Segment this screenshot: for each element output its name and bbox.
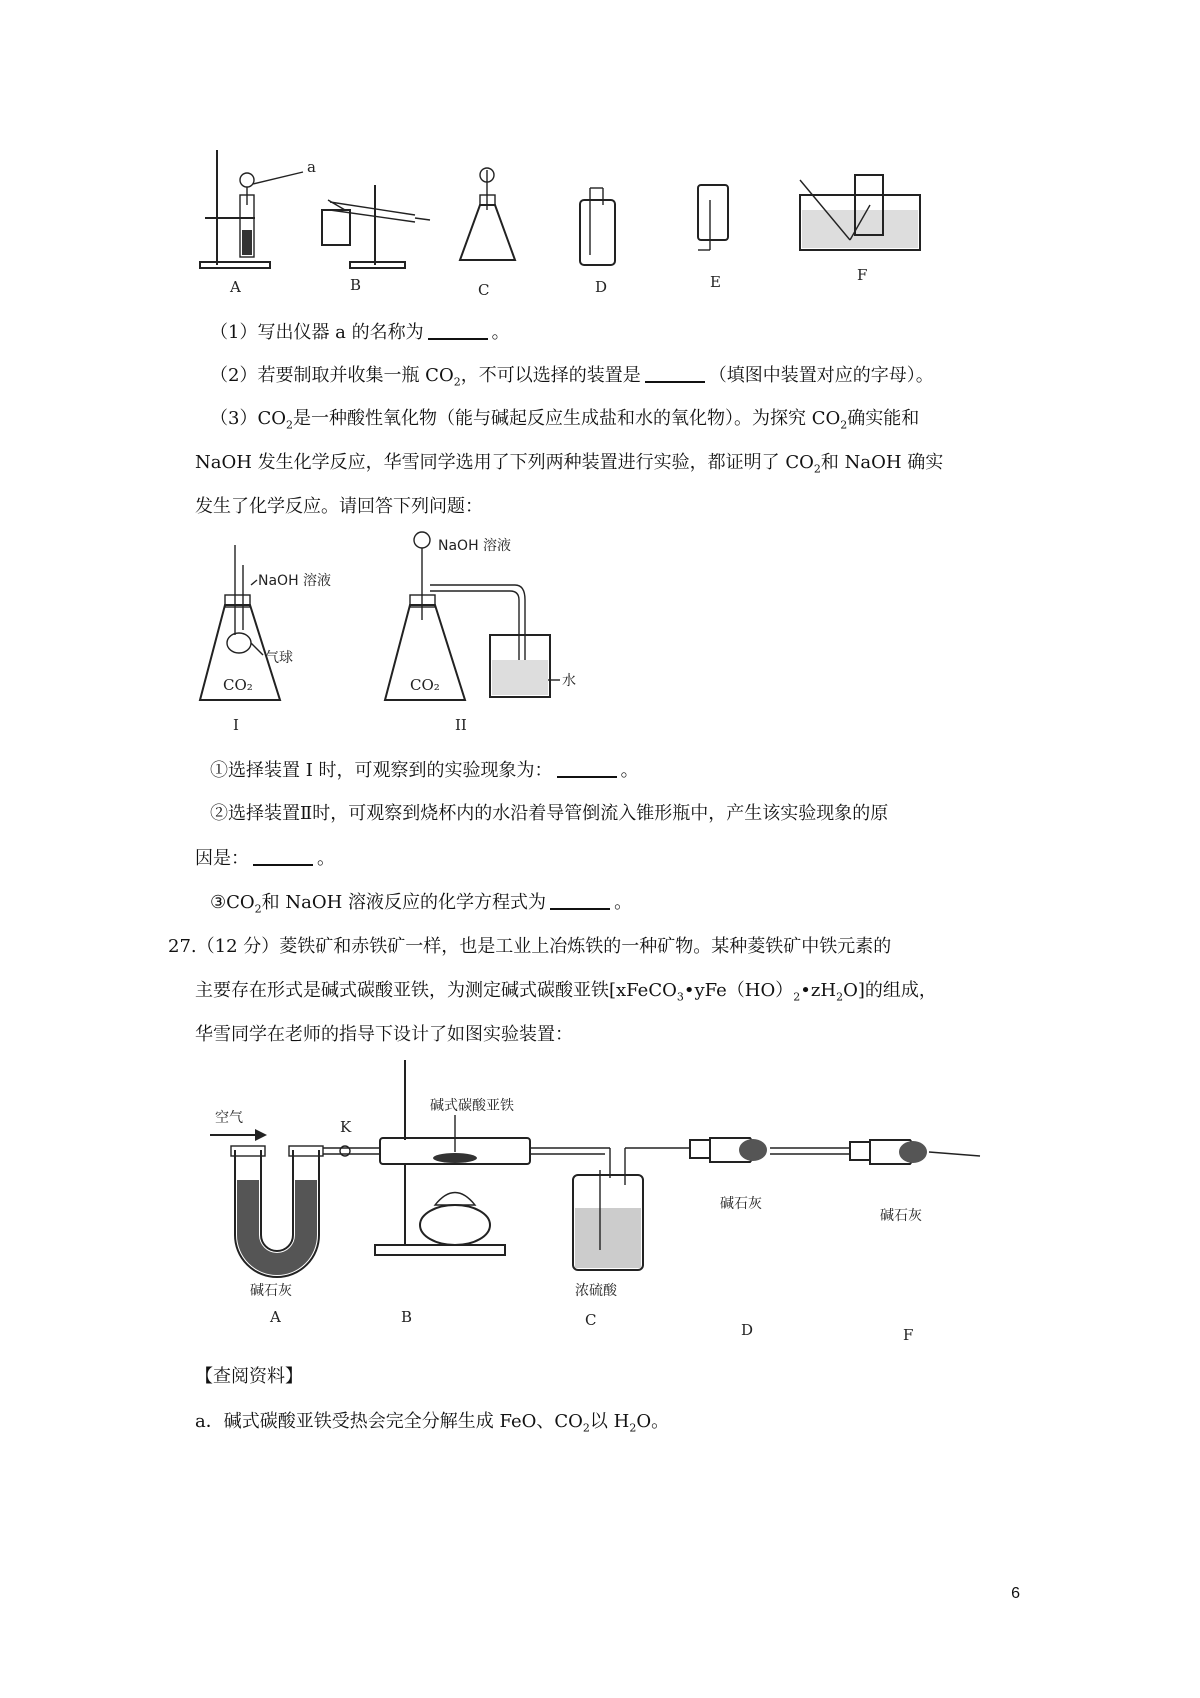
- question-27-line-2: 主要存在形式是碱式碳酸亚铁，为测定碱式碳酸亚铁$[xFeCO_3•yFe(HO)_2•zH_2O]$的组成，: [195, 980, 937, 1004]
- balloon-label: 气球: [265, 650, 293, 666]
- answer-blank[interactable]: [557, 758, 617, 778]
- label-a: A: [230, 278, 241, 296]
- apparatus-figure-1: [195, 150, 975, 310]
- sub-question-1: ①选择装置 I 时，可观察到的实验现象为： 。: [210, 760, 639, 781]
- page-number: 6: [1011, 1585, 1020, 1602]
- air-label: 空气: [215, 1110, 243, 1126]
- device-i: [200, 545, 331, 734]
- apparatus-b: [322, 185, 430, 268]
- answer-blank[interactable]: [253, 846, 313, 866]
- question-2: （2）若要制取并收集一瓶 $CO_2$，不可以选择的装置是 （填图中装置对应的字母）。: [210, 365, 934, 389]
- label-a: A: [270, 1308, 281, 1326]
- apparatus-e: [698, 185, 728, 250]
- apparatus-figure-2: [195, 525, 615, 740]
- apparatus-f: [800, 175, 920, 250]
- device-ii: [385, 532, 576, 734]
- reference-item-a: a．碱式碳酸亚铁受热会完全分解生成 FeO、$CO_2$以 $H_2O$。: [195, 1411, 670, 1435]
- u-tube-a: [231, 1146, 323, 1326]
- question-1: （1）写出仪器 a 的名称为 。: [210, 322, 510, 343]
- label-f: F: [903, 1326, 914, 1344]
- sub-question-3: $③CO_2$和 NaOH 溶液反应的化学方程式为 。: [210, 892, 633, 916]
- soda-lime-a-label: 碱石灰: [250, 1283, 292, 1299]
- label-c: C: [478, 281, 490, 299]
- soda-lime-d-label: 碱石灰: [720, 1196, 762, 1212]
- co2-label-2: CO₂: [410, 676, 440, 694]
- apparatus-figure-3: [205, 1060, 995, 1350]
- drying-tube-f: [850, 1140, 980, 1344]
- co2-label-1: CO₂: [223, 676, 253, 694]
- device-b: [375, 1060, 530, 1326]
- label-c: C: [585, 1311, 597, 1329]
- label-b: B: [350, 276, 362, 294]
- naoh-solution-label-1: NaOH 溶液: [258, 573, 332, 589]
- label-f: F: [857, 266, 868, 284]
- pointer-a-label: a: [307, 158, 316, 176]
- question-3-line-1: $(3)CO_2$是一种酸性氧化物（能与碱起反应生成盐和水的氧化物）。为探究 $CO_2$确实能和: [210, 408, 920, 432]
- label-e: E: [710, 273, 721, 291]
- naoh-solution-label-2: NaOH 溶液: [438, 538, 512, 554]
- question-27-line-3: 华雪同学在老师的指导下设计了如图实验装置：: [195, 1024, 573, 1045]
- device-ii-label: II: [455, 716, 467, 734]
- sub-question-2-line-2: 因是： 。: [195, 848, 335, 869]
- label-b: B: [401, 1308, 413, 1326]
- question-3-line-2: NaOH 发生化学反应，华雪同学选用了下列两种装置进行实验，都证明了 $CO_2$和 NaOH 确实: [195, 452, 944, 476]
- apparatus-d: [580, 188, 615, 265]
- label-d: D: [741, 1321, 754, 1339]
- drying-tube-d: [690, 1138, 850, 1339]
- soda-lime-f-label: 碱石灰: [880, 1208, 922, 1224]
- answer-blank[interactable]: [645, 363, 705, 383]
- k-label: K: [340, 1118, 352, 1136]
- question-27-line-1: 27.（12 分）菱铁矿和赤铁矿一样，也是工业上冶炼铁的一种矿物。某种菱铁矿中铁元素的: [168, 936, 892, 957]
- answer-blank[interactable]: [428, 320, 488, 340]
- apparatus-c: [460, 168, 515, 260]
- sample-label: 碱式碳酸亚铁: [430, 1098, 514, 1114]
- answer-blank[interactable]: [550, 890, 610, 910]
- question-3-line-3: 发生了化学反应。请回答下列问题：: [195, 496, 483, 517]
- bottle-c: [573, 1170, 643, 1329]
- label-d: D: [595, 278, 608, 296]
- water-label: 水: [562, 673, 576, 689]
- acid-label: 浓硫酸: [575, 1283, 617, 1299]
- sub-question-2-line-1: ②选择装置Ⅱ时，可观察到烧杯内的水沿着导管倒流入锥形瓶中，产生该实验现象的原: [210, 803, 889, 824]
- reference-title: 【查阅资料】: [195, 1366, 303, 1387]
- apparatus-a: [200, 150, 316, 268]
- device-i-label: I: [233, 716, 239, 734]
